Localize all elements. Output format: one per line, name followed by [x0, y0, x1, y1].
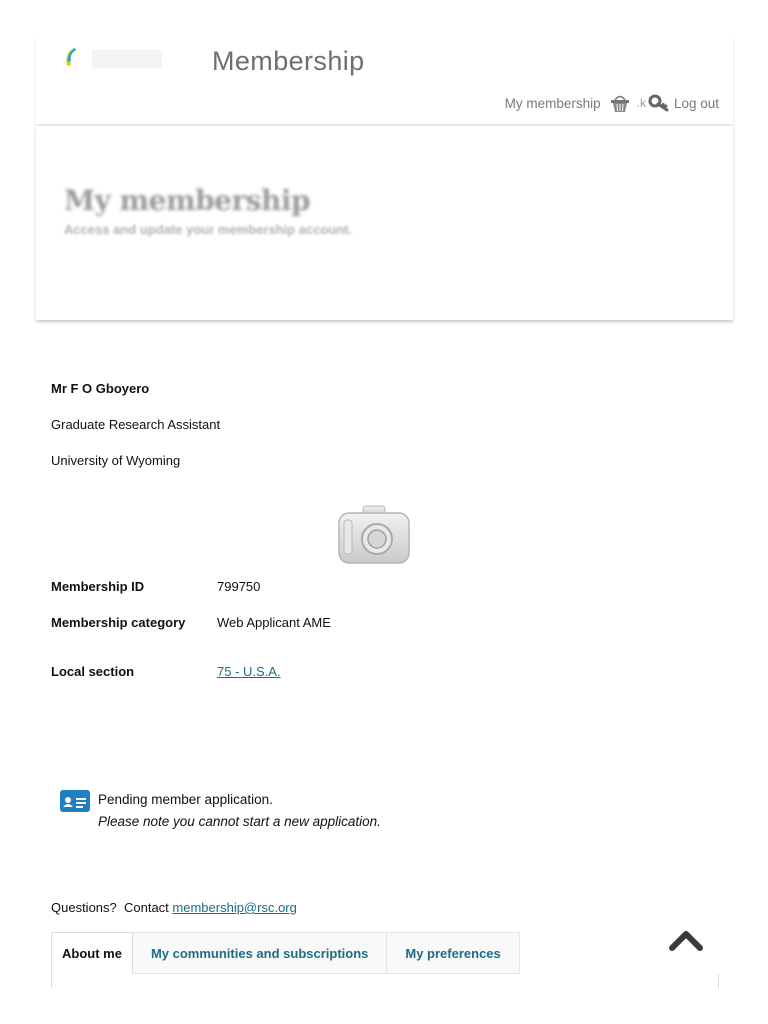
- pending-message: Pending member application.: [98, 792, 273, 807]
- local-section-row: [51, 664, 281, 679]
- contact-email-link[interactable]: membership@rsc.org: [172, 900, 297, 915]
- tab-panel: [51, 974, 719, 988]
- camera-icon[interactable]: [336, 504, 412, 566]
- tab-communities-subscriptions[interactable]: My communities and subscriptions: [133, 932, 387, 974]
- membership-category-value: Web Applicant AME: [217, 615, 331, 630]
- tab-about-me[interactable]: About me: [51, 932, 133, 974]
- tab-preferences[interactable]: My preferences: [387, 932, 519, 974]
- membership-id-value: 799750: [217, 579, 261, 594]
- logo-wordmark: [92, 50, 162, 68]
- local-section-link[interactable]: 75 - U.S.A.: [217, 664, 281, 679]
- contact-prefix: Questions? Contact: [51, 900, 173, 915]
- member-name: Mr F O Gboyero: [51, 381, 150, 396]
- hero-title: My membership: [64, 184, 311, 217]
- back-to-top-icon[interactable]: [668, 926, 704, 952]
- local-section-label: Local section: [51, 664, 135, 679]
- membership-category-label: Membership category: [51, 615, 186, 630]
- logo-icon[interactable]: [62, 46, 84, 72]
- member-institution: University of Wyoming: [51, 453, 181, 468]
- pending-note: Please note you cannot start a new application.: [98, 814, 381, 829]
- membership-id-row: [51, 579, 260, 594]
- account-tabs: [51, 932, 719, 988]
- contact-line: [51, 900, 297, 915]
- membership-id-label: Membership ID: [51, 579, 145, 594]
- key-icon: [648, 94, 670, 112]
- hero-banner: [36, 126, 733, 320]
- pending-application-notice: [60, 789, 381, 833]
- nav-separator: .k: [636, 96, 646, 110]
- site-title: Membership: [212, 46, 365, 76]
- header-nav: [505, 92, 719, 114]
- my-membership-link[interactable]: My membership: [504, 95, 601, 111]
- log-out-link[interactable]: Log out: [673, 95, 719, 111]
- member-card-icon: [60, 790, 90, 812]
- membership-category-row: [51, 615, 331, 630]
- basket-icon[interactable]: [609, 92, 631, 114]
- site-header: [36, 36, 733, 124]
- hero-subtitle: Access and update your membership account.: [64, 222, 353, 237]
- member-role: Graduate Research Assistant: [51, 417, 221, 432]
